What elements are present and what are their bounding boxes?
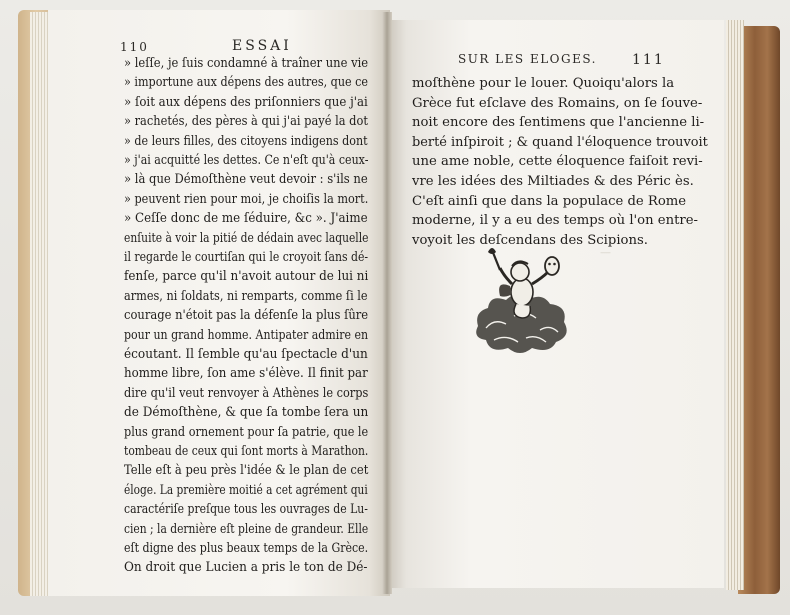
text-line: éloge. La première moitié a cet agrément qui [124,482,368,498]
show-through-ghost: — [600,246,611,259]
text-line: cien ; la dernière eſt pleine de grandeur. Elle [124,521,369,537]
right-running-head: SUR LES ELOGES. [458,52,597,66]
text-line: vre les idées des Miltiades & des Péric ès. [412,174,694,189]
text-line: caractériſe preſque tous les ouvrages de Lu- [124,502,368,518]
text-line: eſt digne des plus beaux temps de la Grèce. [124,541,369,556]
right-page-stack [726,20,744,590]
text-line: courage n'étoit pas la défenſe la plus ſûre [124,308,369,324]
text-line: » rachetés, des pères à qui j'ai payé la dot [124,114,368,130]
right-cover-edge [738,26,780,594]
text-line: noit encore des ſentimens que l'ancienne li- [412,115,705,131]
left-page-number: 110 [120,40,149,54]
text-line: » leſſe, je ſuis condamné à traîner une vie [124,56,369,71]
left-running-head: ESSAI [232,38,292,54]
text-line: » Ceſſe donc de me ſéduire, &c ». J'aime [124,211,368,227]
text-line: Telle eſt à peu près l'idée & le plan de cet [124,463,369,479]
text-line: » là que Démoſthène veut devoir : s'ils ne [124,172,368,188]
text-line: C'eſt ainſi que dans la populace de Rome [412,193,687,209]
text-line: » j'ai acquitté les dettes. Ce n'eſt qu'à ceux- [124,153,369,168]
text-line: moderne, il y a eu des temps où l'on entre- [412,213,698,229]
text-line: » de leurs filles, des citoyens indigens dont [124,133,368,149]
text-line: berté inſpiroit ; & quand l'éloquence trouvoit [412,134,708,150]
text-line: On droit que Lucien a pris le ton de Dé- [124,560,368,576]
text-line: pour un grand homme. Antipater admire en [124,327,369,343]
right-page-number: 111 [632,52,665,68]
text-line: » peuvent rien pour moi, je choiſis la mort. [124,191,369,207]
text-line: Grèce fut eſclave des Romains, on ſe ſouve- [412,95,703,111]
text-line: armes, ni ſoldats, ni remparts, comme ſi le [124,288,368,304]
text-line: » ſoit aux dépens des priſonniers que j'ai [124,94,368,110]
text-line: tombeau de ceux qui ſont morts à Marathon. [124,444,369,459]
text-line: dire qu'il veut renvoyer à Athènes le corps [124,385,369,401]
text-line: de Démoſthène, & que ſa tombe ſera un [124,405,369,421]
text-line: moſthène pour le louer. Quoiqu'alors la [412,76,675,91]
text-line: il regarde le courtiſan qui le croyoit ſans dé- [124,250,369,265]
text-line: une ame noble, cette éloquence faiſoit revi- [412,154,703,170]
text-line: enſuite à voir la pitié de dédain avec laquelle [124,230,369,246]
text-line: écoutant. Il ſemble qu'au ſpectacle d'un [124,347,368,362]
book-gutter [382,12,392,594]
text-line: fenſe, parce qu'il n'avoit autour de lui ni [124,269,369,285]
text-line: homme libre, ſon ame s'élève. Il finit par [124,366,368,382]
cherub-vignette-icon [470,246,574,358]
text-line: » importune aux dépens des autres, que ce [124,75,369,91]
text-line: plus grand ornement pour ſa patrie, que le [124,424,369,440]
text-line: voyoit les deſcendans des Scipions. [412,232,648,248]
